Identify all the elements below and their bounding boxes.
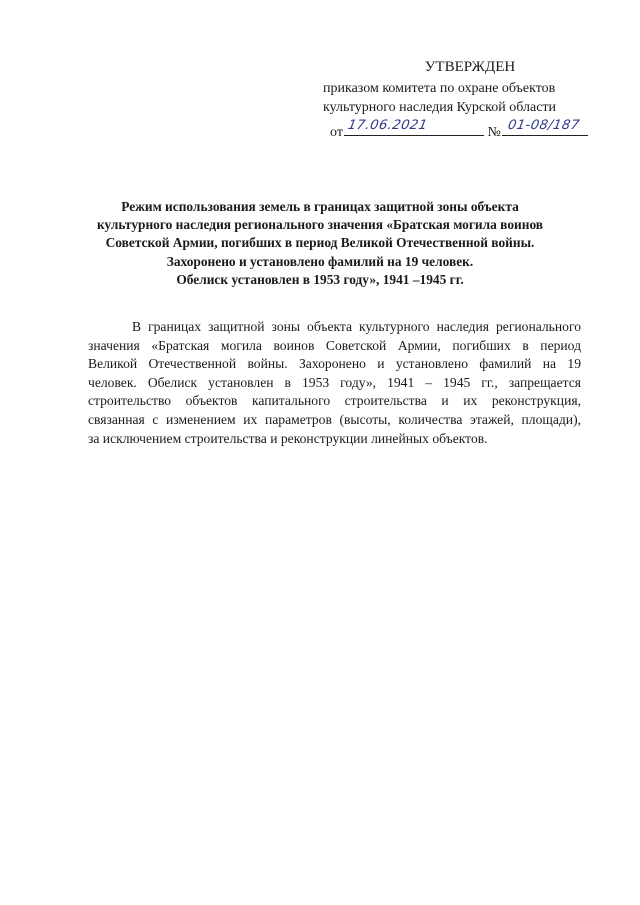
handwritten-date: 17.06.2021 [346,118,429,133]
approval-line-1: приказом комитета по охране объектов [323,81,556,96]
heading-line: Обелиск установлен в 1953 году», 1941 –1945 гг. [176,271,464,287]
approval-block [316,57,606,142]
heading-line: Захоронено и установлено фамилий на 19 человек. [166,253,474,269]
document-body [88,318,581,448]
body-line: связанная с изменением их параметров (высоты, количества этажей, площади), [88,411,581,427]
heading-line: Режим использования земель в границах защитной зоны объекта [121,199,519,214]
body-line: Великой Отечественной войны. Захоронено и установлено фамилий на 19 [88,356,581,372]
approval-line-2: культурного наследия Курской области [323,100,557,115]
body-line: В границах защитной зоны объекта культурного наследия регионального [132,319,581,334]
number-prefix: № [487,125,501,140]
number-field [502,118,588,136]
handwritten-number: 01-08/187 [506,118,581,133]
body-line: строительство объектов капитального строительства и их реконструкция, [88,393,581,409]
body-line: человек. Обелиск установлен в 1953 году», 1941 – 1945 гг., запрещается [88,374,581,390]
heading-line: Советской Армии, погибших в период Великой Отечественной войны. [105,235,535,251]
document-heading [70,198,570,289]
date-prefix: от [330,125,343,140]
date-field [344,118,484,136]
body-line: значения «Братская могила воинов Советской Армии, погибших в период [88,337,581,353]
approval-title: УТВЕРЖДЕН [424,59,516,75]
approval-sign-row [316,118,606,142]
heading-line: культурного наследия регионального значения «Братская могила воинов [96,217,544,233]
body-line: за исключением строительства и реконструкции линейных объектов. [88,430,488,446]
